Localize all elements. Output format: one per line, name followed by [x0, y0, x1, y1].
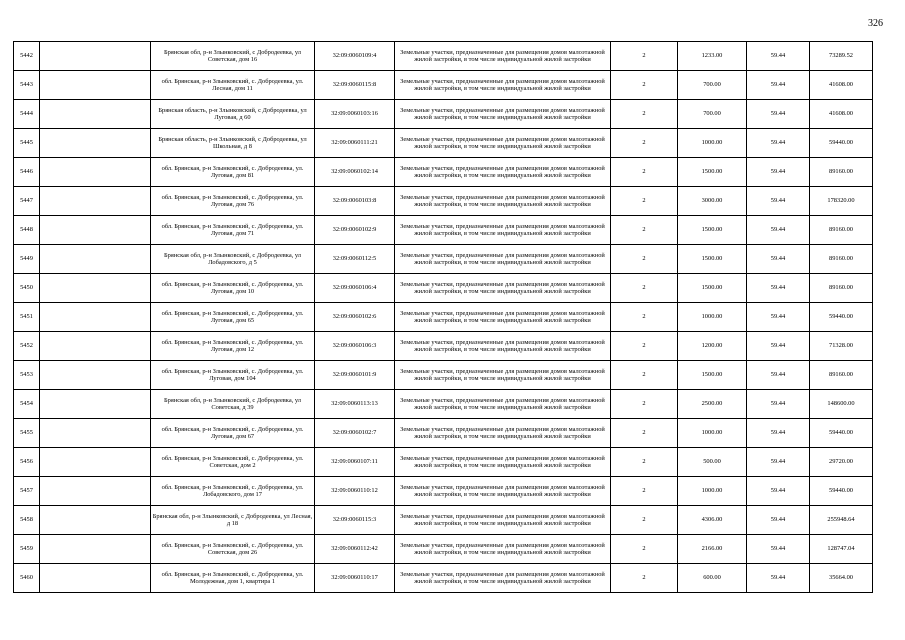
spacer-cell: [40, 216, 151, 245]
table-row: [14, 535, 873, 564]
area-cell: 1000.00: [678, 477, 747, 506]
row-number-cell: 5453: [14, 361, 40, 390]
address-cell: обл. Брянская, р-н Злынковский, с. Добродеевка, ул. Луговая, дом 10: [151, 274, 315, 303]
area-cell: 1500.00: [678, 216, 747, 245]
cadastral-value-cell: 73289.52: [810, 42, 873, 71]
spacer-cell: [40, 158, 151, 187]
category-cell: 2: [611, 477, 678, 506]
row-number-cell: 5451: [14, 303, 40, 332]
cadastral-value-cell: 35664.00: [810, 564, 873, 593]
rate-cell: 59.44: [747, 216, 810, 245]
cadastral-value-cell: 89160.00: [810, 158, 873, 187]
rate-cell: 59.44: [747, 361, 810, 390]
permitted-use-cell: Земельные участки, предназначенные для размещения домов малоэтажной жилой застройки, в том числе индивидуальной жилой застройки: [395, 332, 611, 361]
cadastral-value-cell: 59440.00: [810, 419, 873, 448]
cadastral-value-cell: 59440.00: [810, 303, 873, 332]
permitted-use-cell: Земельные участки, предназначенные для размещения домов малоэтажной жилой застройки, в том числе индивидуальной жилой застройки: [395, 158, 611, 187]
cadastral-number-cell: 32:09:0060107:11: [315, 448, 395, 477]
permitted-use-cell: Земельные участки, предназначенные для размещения домов малоэтажной жилой застройки, в том числе индивидуальной жилой застройки: [395, 564, 611, 593]
spacer-cell: [40, 187, 151, 216]
spacer-cell: [40, 419, 151, 448]
cadastral-number-cell: 32:09:0060113:13: [315, 390, 395, 419]
address-cell: обл. Брянская, р-н Злынковский, с. Добродеевка, ул. Советская, дом 2: [151, 448, 315, 477]
area-cell: 2166.00: [678, 535, 747, 564]
category-cell: 2: [611, 390, 678, 419]
spacer-cell: [40, 129, 151, 158]
table-row: [14, 216, 873, 245]
spacer-cell: [40, 506, 151, 535]
address-cell: обл. Брянская, р-н Злынковский, с. Добродеевка, ул. Луговая, дом 76: [151, 187, 315, 216]
land-plots-table: [13, 41, 873, 593]
cadastral-number-cell: 32:09:0060110:12: [315, 477, 395, 506]
cadastral-value-cell: 29720.00: [810, 448, 873, 477]
permitted-use-cell: Земельные участки, предназначенные для размещения домов малоэтажной жилой застройки, в том числе индивидуальной жилой застройки: [395, 303, 611, 332]
address-cell: Брянская область, р-н Злынковский, с Добродеевка, ул Школьная, д 8: [151, 129, 315, 158]
page-number: 326: [868, 18, 883, 29]
address-cell: обл. Брянская, р-н Злынковский, с. Добродеевка, ул. Лобадовского, дом 17: [151, 477, 315, 506]
cadastral-value-cell: 41608.00: [810, 100, 873, 129]
address-cell: Брянская обл, р-н Злынковский, с Добродеевка, ул Лобадовского, д 5: [151, 245, 315, 274]
table-row: [14, 187, 873, 216]
permitted-use-cell: Земельные участки, предназначенные для размещения домов малоэтажной жилой застройки, в том числе индивидуальной жилой застройки: [395, 245, 611, 274]
area-cell: 2500.00: [678, 390, 747, 419]
permitted-use-cell: Земельные участки, предназначенные для размещения домов малоэтажной жилой застройки, в том числе индивидуальной жилой застройки: [395, 274, 611, 303]
row-number-cell: 5452: [14, 332, 40, 361]
table-row: [14, 419, 873, 448]
rate-cell: 59.44: [747, 303, 810, 332]
cadastral-number-cell: 32:09:0060106:4: [315, 274, 395, 303]
row-number-cell: 5446: [14, 158, 40, 187]
row-number-cell: 5450: [14, 274, 40, 303]
address-cell: обл. Брянская, р-н Злынковский, с. Добродеевка, ул. Луговая, дом 65: [151, 303, 315, 332]
row-number-cell: 5458: [14, 506, 40, 535]
table-row: [14, 332, 873, 361]
row-number-cell: 5445: [14, 129, 40, 158]
cadastral-number-cell: 32:09:0060102:14: [315, 158, 395, 187]
rate-cell: 59.44: [747, 448, 810, 477]
spacer-cell: [40, 448, 151, 477]
area-cell: 1500.00: [678, 158, 747, 187]
area-cell: 3000.00: [678, 187, 747, 216]
cadastral-value-cell: 59440.00: [810, 477, 873, 506]
category-cell: 2: [611, 187, 678, 216]
rate-cell: 59.44: [747, 42, 810, 71]
cadastral-number-cell: 32:09:0060109:4: [315, 42, 395, 71]
area-cell: 1000.00: [678, 303, 747, 332]
category-cell: 2: [611, 274, 678, 303]
category-cell: 2: [611, 361, 678, 390]
spacer-cell: [40, 303, 151, 332]
spacer-cell: [40, 564, 151, 593]
table-row: [14, 71, 873, 100]
address-cell: Брянская область, р-н Злынковский, с Добродеевка, ул Луговая, д 60: [151, 100, 315, 129]
category-cell: 2: [611, 303, 678, 332]
address-cell: обл. Брянская, р-н Злынковский, с. Добродеевка, ул. Луговая, дом 71: [151, 216, 315, 245]
category-cell: 2: [611, 100, 678, 129]
cadastral-value-cell: 255948.64: [810, 506, 873, 535]
permitted-use-cell: Земельные участки, предназначенные для размещения домов малоэтажной жилой застройки, в том числе индивидуальной жилой застройки: [395, 361, 611, 390]
address-cell: Брянская обл, р-н Злынковский, с Добродеевка, ул Советская, дом 16: [151, 42, 315, 71]
category-cell: 2: [611, 506, 678, 535]
spacer-cell: [40, 100, 151, 129]
permitted-use-cell: Земельные участки, предназначенные для размещения домов малоэтажной жилой застройки, в том числе индивидуальной жилой застройки: [395, 477, 611, 506]
cadastral-value-cell: 178320.00: [810, 187, 873, 216]
cadastral-number-cell: 32:09:0060115:8: [315, 71, 395, 100]
table-row: [14, 477, 873, 506]
rate-cell: 59.44: [747, 419, 810, 448]
category-cell: 2: [611, 535, 678, 564]
rate-cell: 59.44: [747, 71, 810, 100]
category-cell: 2: [611, 71, 678, 100]
cadastral-value-cell: 89160.00: [810, 361, 873, 390]
spacer-cell: [40, 274, 151, 303]
rate-cell: 59.44: [747, 564, 810, 593]
area-cell: 1500.00: [678, 274, 747, 303]
permitted-use-cell: Земельные участки, предназначенные для размещения домов малоэтажной жилой застройки, в том числе индивидуальной жилой застройки: [395, 129, 611, 158]
cadastral-number-cell: 32:09:0060103:16: [315, 100, 395, 129]
category-cell: 2: [611, 564, 678, 593]
row-number-cell: 5457: [14, 477, 40, 506]
cadastral-value-cell: 89160.00: [810, 245, 873, 274]
category-cell: 2: [611, 419, 678, 448]
row-number-cell: 5460: [14, 564, 40, 593]
spacer-cell: [40, 361, 151, 390]
cadastral-value-cell: 41608.00: [810, 71, 873, 100]
cadastral-number-cell: 32:09:0060110:17: [315, 564, 395, 593]
rate-cell: 59.44: [747, 245, 810, 274]
row-number-cell: 5443: [14, 71, 40, 100]
area-cell: 600.00: [678, 564, 747, 593]
rate-cell: 59.44: [747, 274, 810, 303]
rate-cell: 59.44: [747, 187, 810, 216]
row-number-cell: 5454: [14, 390, 40, 419]
table-row: [14, 274, 873, 303]
rate-cell: 59.44: [747, 100, 810, 129]
address-cell: обл. Брянская, р-н Злынковский, с. Добродеевка, ул. Лесная, дом 11: [151, 71, 315, 100]
spacer-cell: [40, 71, 151, 100]
permitted-use-cell: Земельные участки, предназначенные для размещения домов малоэтажной жилой застройки, в том числе индивидуальной жилой застройки: [395, 506, 611, 535]
permitted-use-cell: Земельные участки, предназначенные для размещения домов малоэтажной жилой застройки, в том числе индивидуальной жилой застройки: [395, 448, 611, 477]
row-number-cell: 5448: [14, 216, 40, 245]
cadastral-number-cell: 32:09:0060106:3: [315, 332, 395, 361]
category-cell: 2: [611, 448, 678, 477]
spacer-cell: [40, 332, 151, 361]
cadastral-number-cell: 32:09:0060111:21: [315, 129, 395, 158]
cadastral-number-cell: 32:09:0060101:9: [315, 361, 395, 390]
row-number-cell: 5459: [14, 535, 40, 564]
address-cell: Брянская обл, р-н Злынковский, с Добродеевка, ул Лесная, д 18: [151, 506, 315, 535]
rate-cell: 59.44: [747, 477, 810, 506]
rate-cell: 59.44: [747, 506, 810, 535]
area-cell: 500.00: [678, 448, 747, 477]
category-cell: 2: [611, 216, 678, 245]
table-row: [14, 158, 873, 187]
category-cell: 2: [611, 42, 678, 71]
area-cell: 4306.00: [678, 506, 747, 535]
cadastral-number-cell: 32:09:0060112:5: [315, 245, 395, 274]
cadastral-number-cell: 32:09:0060102:6: [315, 303, 395, 332]
address-cell: обл. Брянская, р-н Злынковский, с. Добродеевка, ул. Луговая, дом 67: [151, 419, 315, 448]
table-row: [14, 42, 873, 71]
table-row: [14, 129, 873, 158]
permitted-use-cell: Земельные участки, предназначенные для размещения домов малоэтажной жилой застройки, в том числе индивидуальной жилой застройки: [395, 71, 611, 100]
address-cell: обл. Брянская, р-н Злынковский, с. Добродеевка, ул. Советская, дом 26: [151, 535, 315, 564]
table-body: [14, 42, 873, 593]
cadastral-value-cell: 128747.04: [810, 535, 873, 564]
table-row: [14, 245, 873, 274]
row-number-cell: 5449: [14, 245, 40, 274]
spacer-cell: [40, 477, 151, 506]
address-cell: обл. Брянская, р-н Злынковский, с. Добродеевка, ул. Луговая, дом 81: [151, 158, 315, 187]
cadastral-number-cell: 32:09:0060102:7: [315, 419, 395, 448]
area-cell: 1000.00: [678, 419, 747, 448]
cadastral-number-cell: 32:09:0060103:8: [315, 187, 395, 216]
cadastral-value-cell: 59440.00: [810, 129, 873, 158]
spacer-cell: [40, 42, 151, 71]
row-number-cell: 5442: [14, 42, 40, 71]
category-cell: 2: [611, 332, 678, 361]
row-number-cell: 5455: [14, 419, 40, 448]
spacer-cell: [40, 390, 151, 419]
area-cell: 1200.00: [678, 332, 747, 361]
rate-cell: 59.44: [747, 535, 810, 564]
rate-cell: 59.44: [747, 390, 810, 419]
rate-cell: 59.44: [747, 158, 810, 187]
cadastral-value-cell: 89160.00: [810, 274, 873, 303]
address-cell: Брянская обл, р-н Злынковский, с Добродеевка, ул Советская, д 39: [151, 390, 315, 419]
address-cell: обл. Брянская, р-н Злынковский, с. Добродеевка, ул. Луговая, дом 12: [151, 332, 315, 361]
table-row: [14, 564, 873, 593]
row-number-cell: 5444: [14, 100, 40, 129]
rate-cell: 59.44: [747, 332, 810, 361]
table-row: [14, 506, 873, 535]
permitted-use-cell: Земельные участки, предназначенные для размещения домов малоэтажной жилой застройки, в том числе индивидуальной жилой застройки: [395, 42, 611, 71]
permitted-use-cell: Земельные участки, предназначенные для размещения домов малоэтажной жилой застройки, в том числе индивидуальной жилой застройки: [395, 419, 611, 448]
cadastral-number-cell: 32:09:0060102:9: [315, 216, 395, 245]
category-cell: 2: [611, 158, 678, 187]
category-cell: 2: [611, 129, 678, 158]
cadastral-value-cell: 89160.00: [810, 216, 873, 245]
permitted-use-cell: Земельные участки, предназначенные для размещения домов малоэтажной жилой застройки, в том числе индивидуальной жилой застройки: [395, 535, 611, 564]
cadastral-value-cell: 71328.00: [810, 332, 873, 361]
spacer-cell: [40, 535, 151, 564]
permitted-use-cell: Земельные участки, предназначенные для размещения домов малоэтажной жилой застройки, в том числе индивидуальной жилой застройки: [395, 187, 611, 216]
address-cell: обл. Брянская, р-н Злынковский, с. Добродеевка, ул. Луговая, дом 104: [151, 361, 315, 390]
table-row: [14, 448, 873, 477]
area-cell: 1500.00: [678, 245, 747, 274]
area-cell: 1233.00: [678, 42, 747, 71]
table-row: [14, 390, 873, 419]
permitted-use-cell: Земельные участки, предназначенные для размещения домов малоэтажной жилой застройки, в том числе индивидуальной жилой застройки: [395, 390, 611, 419]
table-row: [14, 361, 873, 390]
area-cell: 1000.00: [678, 129, 747, 158]
row-number-cell: 5447: [14, 187, 40, 216]
area-cell: 1500.00: [678, 361, 747, 390]
cadastral-value-cell: 148600.00: [810, 390, 873, 419]
rate-cell: 59.44: [747, 129, 810, 158]
category-cell: 2: [611, 245, 678, 274]
table-row: [14, 100, 873, 129]
table-row: [14, 303, 873, 332]
area-cell: 700.00: [678, 100, 747, 129]
cadastral-number-cell: 32:09:0060112:42: [315, 535, 395, 564]
row-number-cell: 5456: [14, 448, 40, 477]
spacer-cell: [40, 245, 151, 274]
address-cell: обл. Брянская, р-н Злынковский, с. Добродеевка, ул. Молодежная, дом 1, квартира 1: [151, 564, 315, 593]
permitted-use-cell: Земельные участки, предназначенные для размещения домов малоэтажной жилой застройки, в том числе индивидуальной жилой застройки: [395, 216, 611, 245]
permitted-use-cell: Земельные участки, предназначенные для размещения домов малоэтажной жилой застройки, в том числе индивидуальной жилой застройки: [395, 100, 611, 129]
area-cell: 700.00: [678, 71, 747, 100]
cadastral-number-cell: 32:09:0060115:3: [315, 506, 395, 535]
